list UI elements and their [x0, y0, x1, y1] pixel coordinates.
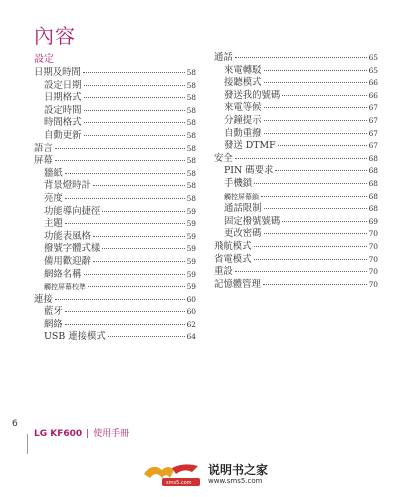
- toc-leader-dots: [84, 85, 185, 86]
- toc-entry-label: 網絡名稱: [44, 268, 82, 280]
- toc-entry-label: 來電等候: [224, 102, 262, 114]
- toc-entry-page: 58: [186, 193, 196, 203]
- toc-leader-dots: [88, 286, 185, 287]
- toc-entry-page: 70: [368, 229, 378, 239]
- toc-leader-dots: [278, 145, 367, 146]
- toc-leader-dots: [264, 208, 367, 209]
- toc-entry-page: 59: [186, 206, 196, 216]
- toc-entry[interactable]: [34, 218, 196, 231]
- toc-entry-page: 65: [368, 65, 378, 75]
- toc-leader-dots: [83, 72, 185, 73]
- toc-entry-label: 語言: [34, 142, 53, 154]
- page-number: 6: [12, 419, 18, 429]
- toc-entry-page: 64: [186, 332, 196, 342]
- toc-leader-dots: [264, 107, 367, 108]
- toc-entry[interactable]: [34, 231, 196, 244]
- toc-leader-dots: [264, 133, 367, 134]
- toc-entry-label: 分鐘提示: [224, 114, 262, 126]
- toc-entry-page: 67: [368, 141, 378, 151]
- toc-leader-dots: [254, 183, 366, 184]
- toc-entry-label: 固定撥號號碼: [224, 215, 281, 227]
- toc-entry-page: 66: [368, 78, 378, 88]
- toc-entry-page: 68: [368, 153, 378, 163]
- toc-entry-label: 接聽模式: [224, 77, 262, 89]
- toc-leader-dots: [275, 170, 366, 171]
- toc-entry-label: 記憶體管理: [214, 278, 261, 290]
- toc-entry-page: 60: [186, 307, 196, 317]
- toc-leader-dots: [84, 110, 185, 111]
- toc-leader-dots: [264, 70, 367, 71]
- toc-entry[interactable]: [34, 117, 196, 130]
- toc-entry[interactable]: [214, 153, 378, 166]
- toc-entry-page: 60: [186, 294, 196, 304]
- toc-entry-page: 59: [186, 269, 196, 279]
- footer-label: [34, 426, 129, 439]
- toc-entry[interactable]: [214, 77, 378, 90]
- toc-entry-label: 備用歡迎辭: [44, 255, 91, 267]
- toc-leader-dots: [65, 198, 185, 199]
- toc-entry-label: 通話限制: [224, 203, 262, 215]
- toc-entry[interactable]: [214, 279, 378, 292]
- toc-entry-label: 時間格式: [44, 117, 82, 129]
- toc-entry[interactable]: [214, 102, 378, 115]
- toc-entry[interactable]: [34, 155, 196, 168]
- toc-entry[interactable]: [214, 115, 378, 128]
- toc-entry-page: 65: [368, 53, 378, 62]
- toc-leader-dots: [254, 246, 367, 247]
- toc-entry[interactable]: [214, 52, 378, 65]
- toc-entry-page: 59: [186, 256, 196, 266]
- toc-entry[interactable]: [214, 266, 378, 279]
- toc-entry-label: 自動更新: [44, 129, 82, 141]
- toc-entry-page: 58: [186, 68, 196, 77]
- toc-entry[interactable]: [34, 143, 196, 156]
- toc-entry-page: 70: [368, 267, 378, 277]
- toc-entry[interactable]: [214, 254, 378, 267]
- toc-entry-label: USB 連接模式: [44, 331, 106, 343]
- toc-leader-dots: [84, 97, 185, 98]
- toc-entry[interactable]: [214, 128, 378, 141]
- toc-entry-page: 69: [368, 216, 378, 226]
- toc-entry-label: 觸控屏幕鎖: [224, 192, 259, 201]
- toc-right-column: [214, 52, 378, 291]
- toc-entry-label: 省電模式: [214, 253, 252, 265]
- toc-entry-page: 70: [368, 241, 378, 251]
- toc-leader-dots: [282, 221, 366, 222]
- toc-entry-label: 發送 DTMF: [224, 140, 276, 152]
- toc-entry[interactable]: [34, 256, 196, 269]
- toc-entry[interactable]: [34, 206, 196, 219]
- watermark-site: sms5.com: [166, 480, 192, 486]
- toc-entry-page: 66: [368, 90, 378, 100]
- toc-entry-label: 自動重撥: [224, 127, 262, 139]
- toc-entry[interactable]: [34, 331, 196, 344]
- section-heading: 設定: [34, 54, 54, 65]
- toc-leader-dots: [55, 160, 185, 161]
- toc-entry-label: 來電轉駁: [224, 64, 262, 76]
- toc-leader-dots: [93, 261, 185, 262]
- toc-entry[interactable]: [34, 319, 196, 332]
- toc-leader-dots: [93, 236, 185, 237]
- toc-leader-dots: [108, 336, 185, 337]
- toc-entry-page: 59: [186, 219, 196, 229]
- toc-entry[interactable]: [34, 105, 196, 118]
- toc-leader-dots: [65, 173, 185, 174]
- toc-entry-page: 59: [186, 231, 196, 241]
- toc-leader-dots: [84, 274, 185, 275]
- toc-entry-label: 日期及時間: [34, 67, 81, 78]
- toc-entry[interactable]: [214, 228, 378, 241]
- toc-leader-dots: [93, 185, 185, 186]
- toc-leader-dots: [264, 233, 367, 234]
- toc-entry-page: 62: [186, 319, 196, 329]
- toc-entry-label: 飛航模式: [214, 240, 252, 252]
- toc-list-left: [34, 67, 196, 344]
- toc-entry-label: 亮度: [44, 192, 63, 204]
- toc-entry[interactable]: [34, 306, 196, 319]
- toc-entry-page: 58: [186, 181, 196, 191]
- toc-entry-label: 安全: [214, 152, 233, 164]
- toc-entry[interactable]: [34, 130, 196, 143]
- toc-leader-dots: [235, 271, 367, 272]
- toc-entry-label: 設定時間: [44, 104, 82, 116]
- toc-entry-label: 更改密碼: [224, 228, 262, 240]
- toc-entry[interactable]: [34, 80, 196, 93]
- toc-entry[interactable]: [34, 269, 196, 282]
- toc-entry-label: 功能導向捷徑: [44, 205, 101, 217]
- toc-entry-page: 70: [368, 254, 378, 264]
- toc-leader-dots: [254, 259, 367, 260]
- toc-leader-dots: [263, 284, 367, 285]
- toc-leader-dots: [65, 324, 185, 325]
- toc-entry-label: 藍牙: [44, 306, 63, 318]
- toc-leader-dots: [55, 299, 185, 300]
- watermark-text: 说明书之家: [208, 463, 269, 477]
- toc-entry[interactable]: [34, 92, 196, 105]
- toc-leader-dots: [261, 196, 367, 197]
- toc-entry-label: 設定日期: [44, 79, 82, 91]
- toc-leader-dots: [264, 120, 367, 121]
- toc-leader-dots: [65, 223, 185, 224]
- toc-entry[interactable]: [214, 203, 378, 216]
- watermark: [142, 460, 274, 492]
- toc-entry-page: 58: [186, 156, 196, 166]
- toc-entry-label: 觸控屏幕校準: [44, 283, 86, 292]
- toc-entry[interactable]: [34, 168, 196, 181]
- toc-entry-page: 68: [368, 204, 378, 214]
- toc-entry-label: 網絡: [44, 318, 63, 330]
- toc-entry[interactable]: [214, 216, 378, 229]
- toc-entry[interactable]: [34, 67, 196, 80]
- toc-entry-page: 58: [186, 105, 196, 115]
- toc-leader-dots: [102, 248, 184, 249]
- toc-leader-dots: [235, 57, 367, 58]
- toc-entry-label: 發送我的號碼: [224, 89, 281, 101]
- toc-leader-dots: [102, 211, 184, 212]
- toc-entry[interactable]: [214, 140, 378, 153]
- toc-entry-page: 59: [186, 244, 196, 254]
- toc-entry[interactable]: [214, 241, 378, 254]
- toc-entry[interactable]: [214, 90, 378, 103]
- toc-entry-label: PIN 碼要求: [224, 165, 274, 177]
- toc-entry-label: 主題: [44, 218, 63, 230]
- toc-leader-dots: [65, 311, 185, 312]
- toc-entry-page: 58: [186, 130, 196, 140]
- toc-entry-label: 撥號字體式樣: [44, 243, 101, 255]
- toc-list-right: [214, 52, 378, 291]
- toc-entry-label: 背景燈時計: [44, 180, 91, 192]
- toc-entry-label: 通話: [214, 52, 233, 63]
- footer-divider: [27, 434, 28, 454]
- toc-entry-label: 重設: [214, 266, 233, 278]
- toc-entry-page: 58: [186, 143, 196, 153]
- toc-entry-page: 58: [186, 118, 196, 128]
- toc-entry[interactable]: [214, 178, 378, 191]
- toc-leader-dots: [264, 82, 367, 83]
- toc-entry-page: 59: [186, 282, 196, 292]
- toc-entry-page: 67: [368, 103, 378, 113]
- toc-entry[interactable]: [34, 281, 196, 294]
- toc-leader-dots: [282, 95, 366, 96]
- watermark-url: www.sms5.com: [208, 477, 263, 485]
- toc-entry-page: 58: [186, 80, 196, 90]
- page-title: 內容: [34, 24, 76, 48]
- toc-entry[interactable]: [34, 243, 196, 256]
- toc-leader-dots: [235, 158, 367, 159]
- toc-entry-page: 68: [368, 191, 378, 201]
- toc-leader-dots: [55, 148, 185, 149]
- toc-entry-label: 日期格式: [44, 92, 82, 104]
- toc-entry-page: 58: [186, 93, 196, 103]
- toc-entry[interactable]: [214, 165, 378, 178]
- footer-manual: 使用手冊: [93, 429, 130, 439]
- toc-entry-label: 屏幕: [34, 155, 53, 167]
- toc-entry[interactable]: [214, 191, 378, 204]
- toc-entry-label: 連接: [34, 293, 53, 305]
- toc-entry[interactable]: [214, 65, 378, 78]
- footer-brand: LG KF600: [34, 429, 83, 439]
- toc-entry[interactable]: [34, 193, 196, 206]
- toc-leader-dots: [84, 135, 185, 136]
- toc-entry-page: 58: [186, 168, 196, 178]
- toc-entry-label: 牆紙: [44, 167, 63, 179]
- toc-entry-page: 70: [368, 279, 378, 289]
- toc-entry-page: 67: [368, 128, 378, 138]
- toc-entry-page: 68: [368, 166, 378, 176]
- toc-left-column: [34, 52, 196, 344]
- toc-entry-page: 68: [368, 178, 378, 188]
- toc-leader-dots: [84, 122, 185, 123]
- toc-entry[interactable]: [34, 180, 196, 193]
- toc-entry[interactable]: [34, 294, 196, 307]
- toc-entry-page: 67: [368, 115, 378, 125]
- toc-entry-label: 功能表風格: [44, 230, 91, 242]
- toc-entry-label: 手機鎖: [224, 177, 253, 189]
- footer-separator: |: [86, 429, 90, 439]
